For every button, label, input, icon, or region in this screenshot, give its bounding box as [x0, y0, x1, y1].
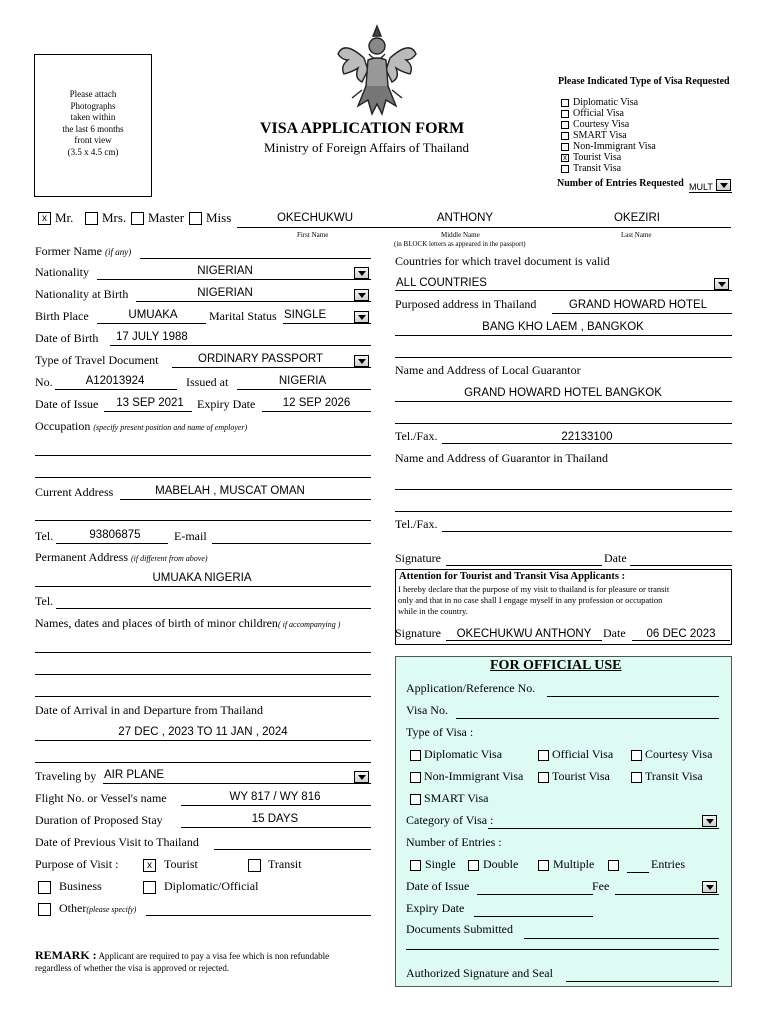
- app-ref-line[interactable]: [547, 696, 719, 697]
- visa-no-line[interactable]: [456, 718, 719, 719]
- purpose-diplomatic-label: Diplomatic/Official: [164, 879, 259, 893]
- marital-status-line: [283, 323, 371, 324]
- official-courtesy-checkbox[interactable]: [631, 750, 642, 761]
- purpose-diplomatic-checkbox[interactable]: [143, 881, 156, 894]
- visa-type-label: SMART Visa: [573, 130, 627, 141]
- official-tourist-label: Tourist Visa: [552, 769, 610, 783]
- birth-place-line: [97, 323, 206, 324]
- visa-type-checkbox-diplomatic[interactable]: [561, 99, 569, 107]
- tel2-line[interactable]: [56, 608, 371, 609]
- auth-signature-line[interactable]: [566, 981, 719, 982]
- email-label: E-mail: [174, 529, 207, 543]
- fee-dropdown-icon[interactable]: [702, 881, 717, 893]
- passport-no-label: No.: [35, 375, 53, 389]
- arrival-line: [35, 740, 371, 741]
- countries-dropdown-icon[interactable]: [714, 278, 729, 290]
- entries-multiple-checkbox[interactable]: [538, 860, 549, 871]
- purpose-other-line[interactable]: [146, 915, 371, 916]
- visa-type-label: Courtesy Visa: [573, 119, 630, 130]
- nationality-birth-label: Nationality at Birth: [35, 287, 129, 301]
- perm-address-label: Permanent Address (if different from above): [35, 550, 208, 564]
- title-miss-label: Miss: [206, 210, 232, 225]
- remark-line-2: regardless of whether the visa is approved or rejected.: [35, 963, 230, 973]
- nationality-birth-value[interactable]: NIGERIAN: [197, 287, 253, 299]
- travel-doc-value[interactable]: ORDINARY PASSPORT: [198, 353, 324, 365]
- minor-line-1[interactable]: [35, 652, 371, 653]
- arrival-value[interactable]: 27 DEC , 2023 TO 11 JAN , 2024: [118, 726, 288, 738]
- title-checkbox-master[interactable]: [131, 212, 144, 225]
- att-signature-label: Signature: [395, 626, 441, 640]
- last-name-caption: Last Name: [621, 231, 652, 239]
- entries-requested-select[interactable]: [689, 179, 732, 193]
- official-non-immigrant-label: Non-Immigrant Visa: [424, 769, 524, 783]
- visa-type-heading: Please Indicated Type of Visa Requested: [558, 76, 730, 87]
- purpose-business-checkbox[interactable]: [38, 881, 51, 894]
- passport-no-value[interactable]: A12013924: [85, 375, 145, 387]
- duration-label: Duration of Proposed Stay: [35, 813, 163, 827]
- perm-address-line: [35, 586, 371, 587]
- official-title: FOR OFFICIAL USE: [490, 658, 622, 673]
- middle-name-value[interactable]: ANTHONY: [436, 212, 494, 224]
- official-official-checkbox[interactable]: [538, 750, 549, 761]
- minor-line-2[interactable]: [35, 674, 371, 675]
- nationality-dropdown-icon[interactable]: [354, 267, 369, 279]
- purpose-other-label: Other(please specify): [59, 901, 137, 915]
- visa-type-label: Tourist Visa: [573, 152, 622, 163]
- duration-value[interactable]: 15 DAYS: [251, 813, 299, 825]
- visa-type-checkbox-smart[interactable]: [561, 132, 569, 140]
- arrival-line-2[interactable]: [35, 762, 371, 763]
- remark-line-1: REMARK : Applicant are required to pay a visa fee which is non refundable: [35, 948, 330, 962]
- nationality-birth-dropdown-icon[interactable]: [354, 289, 369, 301]
- birth-place-label: Birth Place: [35, 309, 89, 323]
- expiry-date-line: [262, 411, 371, 412]
- date-line[interactable]: [630, 565, 732, 566]
- official-non-immigrant-checkbox[interactable]: [410, 772, 421, 783]
- purposed-address-value-2[interactable]: BANG KHO LAEM , BANGKOK: [482, 321, 644, 333]
- purpose-transit-checkbox[interactable]: [248, 859, 261, 872]
- visa-type-checkbox-tourist[interactable]: x: [563, 153, 567, 162]
- telfax2-label: Tel./Fax.: [395, 517, 438, 531]
- visa-type-label: Diplomatic Visa: [573, 97, 639, 108]
- title-mrs-label: Mrs.: [102, 210, 127, 225]
- entries-count-line[interactable]: [627, 872, 649, 873]
- block-letters-note: (in BLOCK letters as appeared in the passport): [394, 240, 526, 248]
- occupation-line-2[interactable]: [35, 477, 371, 478]
- category-line: [488, 828, 719, 829]
- purpose-other-checkbox[interactable]: [38, 903, 51, 916]
- first-name-value[interactable]: OKECHUKWU: [276, 212, 354, 224]
- travel-doc-line: [172, 367, 371, 368]
- occupation-line-1[interactable]: [35, 455, 371, 456]
- official-diplomatic-checkbox[interactable]: [410, 750, 421, 761]
- nationality-line: [97, 279, 371, 280]
- att-date-label: Date: [603, 626, 626, 640]
- entries-dropdown-icon[interactable]: [716, 179, 731, 191]
- purpose-label: Purpose of Visit :: [35, 857, 119, 871]
- traveling-by-label: Traveling by: [35, 769, 97, 783]
- travel-doc-label: Type of Travel Document: [35, 353, 159, 367]
- title-checkbox-mrs[interactable]: [85, 212, 98, 225]
- travel-doc-dropdown-icon[interactable]: [354, 355, 369, 367]
- signature-line[interactable]: [446, 565, 602, 566]
- official-tourist-checkbox[interactable]: [538, 772, 549, 783]
- guarantor-thailand-line-2[interactable]: [395, 511, 732, 512]
- fee-label: Fee: [592, 879, 610, 893]
- official-smart-label: SMART Visa: [424, 791, 489, 805]
- official-diplomatic-label: Diplomatic Visa: [424, 747, 503, 761]
- traveling-by-line: [103, 783, 371, 784]
- prev-visit-line[interactable]: [214, 849, 371, 850]
- signature-label: Signature: [395, 551, 441, 565]
- nationality-label: Nationality: [35, 265, 89, 279]
- traveling-by-value[interactable]: AIR PLANE: [104, 769, 165, 781]
- name-line: [237, 227, 731, 228]
- photo-instructions: Please attach Photographs taken within the last 6 months front view (3.5 x 4.5 cm): [62, 89, 124, 157]
- visa-type-label: Non-Immigrant Visa: [573, 141, 656, 152]
- attention-text-1: I hereby declare that the purpose of my visit to thailand is for pleasure or transit: [398, 584, 670, 594]
- purpose-business-label: Business: [59, 879, 102, 893]
- att-signature-line: [446, 640, 602, 641]
- nationality-value[interactable]: NIGERIAN: [197, 265, 253, 277]
- marital-status-label: Marital Status: [209, 309, 277, 323]
- visa-type-label: Official Visa: [573, 108, 624, 119]
- visa-type-label: Transit Visa: [573, 163, 622, 174]
- purpose-tourist-label: Tourist: [164, 857, 198, 871]
- auth-signature-label: Authorized Signature and Seal: [406, 966, 553, 980]
- date-issue-label: Date of Issue: [406, 879, 470, 893]
- attention-text-2: only and that in no case shall I engage myself in any profession or occupation: [398, 595, 663, 605]
- marital-status-dropdown-icon[interactable]: [354, 311, 369, 323]
- official-smart-checkbox[interactable]: [410, 794, 421, 805]
- nationality-birth-line: [136, 301, 371, 302]
- telfax2-line[interactable]: [442, 531, 732, 532]
- dob-line: [110, 345, 371, 346]
- entries-requested-label: Number of Entries Requested: [557, 178, 684, 189]
- official-transit-label: Transit Visa: [645, 769, 703, 783]
- telfax-line: [442, 443, 732, 444]
- attention-title: Attention for Tourist and Transit Visa Applicants :: [399, 571, 626, 582]
- marital-status-value[interactable]: SINGLE: [284, 309, 327, 321]
- entries-requested-value: MULT: [689, 182, 713, 192]
- entries-single-label: Single: [425, 857, 456, 871]
- guarantor-thailand-label: Name and Address of Guarantor in Thailand: [395, 451, 609, 465]
- prev-visit-label: Date of Previous Visit to Thailand: [35, 835, 199, 849]
- official-courtesy-label: Courtesy Visa: [645, 747, 713, 761]
- visa-type-checkbox-transit[interactable]: [561, 165, 569, 173]
- entries-single-checkbox[interactable]: [410, 860, 421, 871]
- flight-label: Flight No. or Vessel's name: [35, 791, 167, 805]
- entries-double-checkbox[interactable]: [468, 860, 479, 871]
- entries-count-label: Entries: [651, 857, 685, 871]
- tel-line: [56, 543, 168, 544]
- current-address-line: [120, 499, 371, 500]
- countries-value[interactable]: ALL COUNTRIES: [396, 277, 487, 289]
- current-address-value[interactable]: MABELAH , MUSCAT OMAN: [155, 485, 305, 497]
- issue-date-label: Date of Issue: [35, 397, 99, 411]
- local-guarantor-value[interactable]: GRAND HOWARD HOTEL BANGKOK: [464, 387, 662, 399]
- former-name-label: Former Name (if any): [35, 244, 132, 258]
- dob-label: Date of Birth: [35, 331, 99, 345]
- purpose-tourist-checkbox[interactable]: x: [143, 859, 156, 872]
- minor-children-label: Names, dates and places of birth of minor children( if accompanying ): [35, 616, 341, 630]
- visa-type-checkbox-non-immigrant[interactable]: [561, 143, 569, 151]
- att-date-value[interactable]: 06 DEC 2023: [646, 628, 716, 640]
- minor-line-3[interactable]: [35, 696, 371, 697]
- purposed-address-line-3[interactable]: [395, 357, 732, 358]
- docs-label: Documents Submitted: [406, 922, 513, 936]
- fee-line: [615, 894, 719, 895]
- title-master-label: Master: [148, 210, 185, 225]
- last-name-value[interactable]: OKEZIRI: [613, 212, 660, 224]
- current-address-label: Current Address: [35, 485, 114, 499]
- photo-box[interactable]: [34, 54, 152, 197]
- telfax-label: Tel./Fax.: [395, 429, 438, 443]
- official-type-label: Type of Visa :: [406, 725, 474, 739]
- form-title: VISA APPLICATION FORM: [260, 120, 465, 137]
- countries-label: Countries for which travel document is valid: [395, 254, 610, 268]
- category-dropdown-icon[interactable]: [702, 815, 717, 827]
- former-name-line[interactable]: [140, 258, 371, 259]
- telfax-value[interactable]: 22133100: [561, 431, 613, 443]
- duration-line: [181, 827, 371, 828]
- attention-text-3: while in the country.: [398, 606, 468, 616]
- visa-type-checkbox-courtesy[interactable]: [561, 121, 569, 129]
- docs-line-1[interactable]: [524, 938, 719, 939]
- tel-value[interactable]: 93806875: [89, 529, 141, 541]
- local-guarantor-line: [395, 401, 732, 402]
- issue-date-value[interactable]: 13 SEP 2021: [116, 397, 184, 409]
- traveling-by-dropdown-icon[interactable]: [354, 771, 369, 783]
- att-date-line: [632, 640, 730, 641]
- issued-at-line: [237, 389, 371, 390]
- garuda-emblem-icon: [334, 20, 420, 120]
- official-expiry-line[interactable]: [474, 916, 593, 917]
- expiry-date-value[interactable]: 12 SEP 2026: [282, 397, 351, 409]
- occupation-label: Occupation (specify present position and name of employer): [35, 419, 248, 433]
- birth-place-value[interactable]: UMUAKA: [128, 309, 178, 321]
- official-entries-label: Number of Entries :: [406, 835, 502, 849]
- entries-count-checkbox[interactable]: [608, 860, 619, 871]
- official-official-label: Official Visa: [552, 747, 614, 761]
- att-signature-value[interactable]: OKECHUKWU ANTHONY: [456, 628, 592, 640]
- guarantor-thailand-line-1[interactable]: [395, 489, 732, 490]
- tel2-label: Tel.: [35, 594, 54, 608]
- category-label: Category of Visa :: [406, 813, 494, 827]
- flight-value[interactable]: WY 817 / WY 816: [229, 791, 321, 803]
- issue-date-line: [104, 411, 192, 412]
- title-mr-label: Mr.: [55, 210, 74, 225]
- arrival-label: Date of Arrival in and Departure from Thailand: [35, 703, 264, 717]
- form-subtitle: Ministry of Foreign Affairs of Thailand: [264, 140, 469, 155]
- visa-no-label: Visa No.: [406, 703, 448, 717]
- app-ref-label: Application/Reference No.: [406, 681, 536, 695]
- email-line[interactable]: [212, 543, 371, 544]
- expiry-date-label: Expiry Date: [197, 397, 256, 411]
- purposed-address-line: [552, 313, 732, 314]
- official-transit-checkbox[interactable]: [631, 772, 642, 783]
- passport-no-line: [55, 389, 177, 390]
- date-label: Date: [604, 551, 627, 565]
- title-checkbox-miss[interactable]: [189, 212, 202, 225]
- title-checkbox-mr[interactable]: x: [38, 212, 51, 225]
- purpose-transit-label: Transit: [268, 857, 302, 871]
- countries-line: [395, 290, 732, 291]
- first-name-caption: First Name: [297, 231, 329, 239]
- local-guarantor-line-2[interactable]: [395, 423, 732, 424]
- entries-multiple-label: Multiple: [553, 857, 595, 871]
- docs-line-2[interactable]: [406, 949, 719, 950]
- local-guarantor-label: Name and Address of Local Guarantor: [395, 363, 581, 377]
- date-issue-line[interactable]: [477, 894, 593, 895]
- dob-value[interactable]: 17 JULY 1988: [116, 331, 188, 343]
- issued-at-value[interactable]: NIGERIA: [278, 375, 327, 387]
- purposed-address-label: Purposed address in Thailand: [395, 297, 537, 311]
- flight-line: [181, 805, 371, 806]
- current-address-line-2[interactable]: [35, 520, 371, 521]
- official-expiry-label: Expiry Date: [406, 901, 465, 915]
- visa-type-checkbox-official[interactable]: [561, 110, 569, 118]
- issued-at-label: Issued at: [186, 375, 229, 389]
- purposed-address-value[interactable]: GRAND HOWARD HOTEL: [568, 299, 708, 311]
- entries-double-label: Double: [483, 857, 519, 871]
- tel-label: Tel.: [35, 529, 54, 543]
- middle-name-caption: Middle Name: [441, 231, 480, 239]
- perm-address-value[interactable]: UMUAKA NIGERIA: [152, 572, 252, 584]
- purposed-address-line-2: [395, 335, 732, 336]
